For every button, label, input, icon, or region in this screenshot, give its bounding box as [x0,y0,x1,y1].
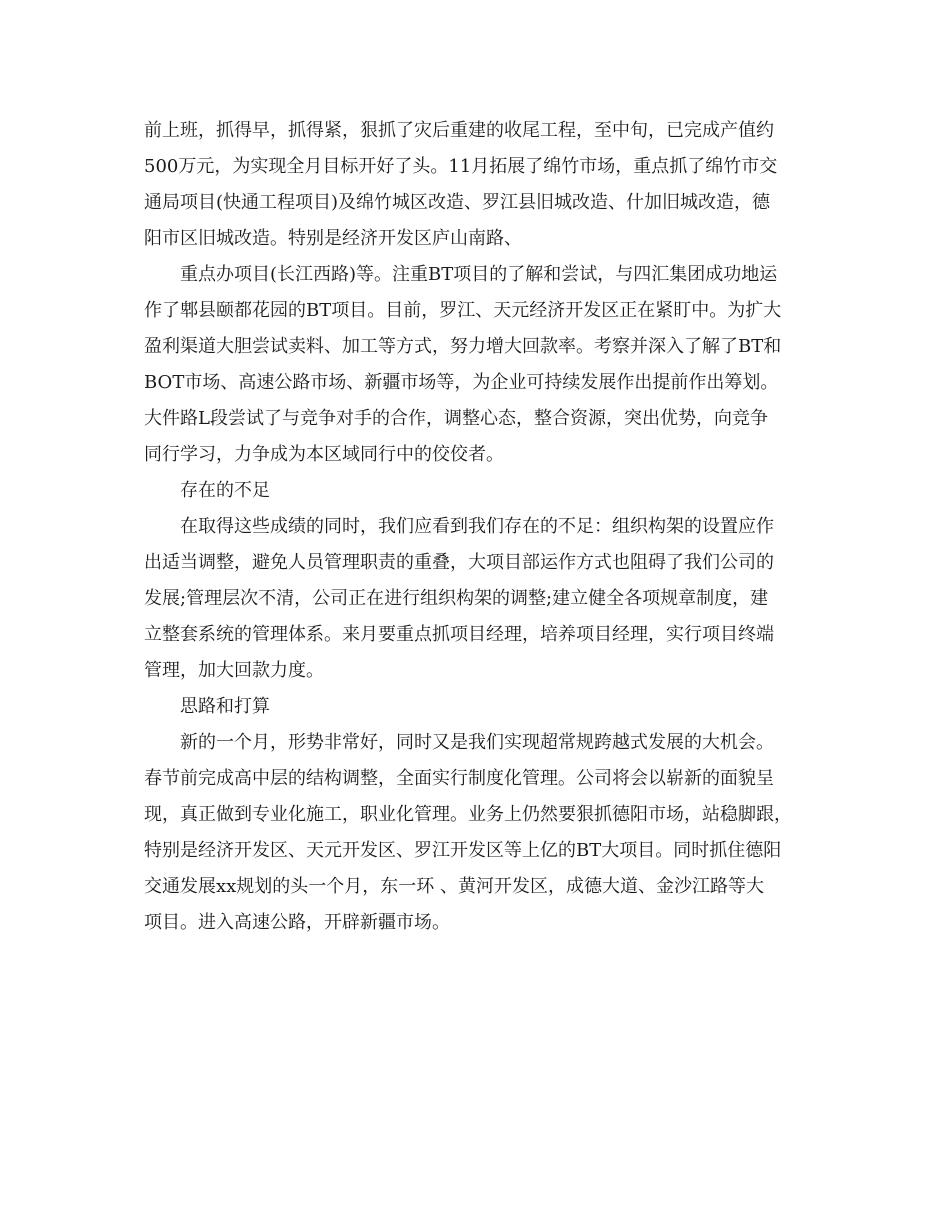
text-line: 通局项目(快通工程项目)及绵竹城区改造、罗江县旧城改造、什加旧城改造，德 [144,192,771,213]
text-line: 阳市区旧城改造。特别是经济开发区庐山南路、 [144,228,522,249]
text-line: 在取得这些成绩的同时，我们应看到我们存在的不足：组织构架的设置应作 [180,516,774,537]
text-line: 现，真正做到专业化施工，职业化管理。业务上仍然要狠抓德阳市场，站稳脚跟， [144,804,792,825]
text-line: 500万元，为实现全月目标开好了头。11月拓展了绵竹市场，重点抓了绵竹市交 [144,156,778,177]
text-line: 交通发展xx规划的头一个月，东一环 、黄河开发区，成德大道、金沙江路等大 [144,876,765,897]
text-line: 立整套系统的管理体系。来月要重点抓项目经理，培养项目经理，实行项目终端 [144,624,774,645]
text-line: BOT市场、高速公路市场、新疆市场等，为企业可持续发展作出提前作出筹划。 [144,372,779,393]
text-line: 特别是经济开发区、天元开发区、罗江开发区等上亿的BT大项目。同时抓住德阳 [144,840,782,861]
document-page [144,113,814,941]
text-line: 重点办项目(长江西路)等。注重BT项目的了解和尝试，与四汇集团成功地运 [180,264,778,285]
text-line: 发展;管理层次不清，公司正在进行组织构架的调整;建立健全各项规章制度，建 [144,588,769,609]
text-line: 大件路L段尝试了与竞争对手的合作，调整心态，整合资源，突出优势，向竞争 [144,408,768,429]
section-heading: 存在的不足 [180,480,270,501]
text-line: 项目。进入高速公路，开辟新疆市场。 [144,912,450,933]
section-heading: 思路和打算 [180,696,270,717]
text-line: 作了郫县颐都花园的BT项目。目前，罗江、天元经济开发区正在紧盯中。为扩大 [144,300,782,321]
text-line: 管理，加大回款力度。 [144,660,324,681]
text-line: 新的一个月，形势非常好，同时又是我们实现超常规跨越式发展的大机会。 [180,732,774,753]
text-line: 同行学习，力争成为本区域同行中的佼佼者。 [144,444,504,465]
text-line: 出适当调整，避免人员管理职责的重叠，大项目部运作方式也阻碍了我们公司的 [144,552,774,573]
text-line: 盈利渠道大胆尝试卖料、加工等方式，努力增大回款率。考察并深入了解了BT和 [144,336,782,357]
text-line: 前上班，抓得早，抓得紧，狠抓了灾后重建的收尾工程，至中旬，已完成产值约 [144,120,774,141]
text-line: 春节前完成高中层的结构调整，全面实行制度化管理。公司将会以崭新的面貌呈 [144,768,774,789]
